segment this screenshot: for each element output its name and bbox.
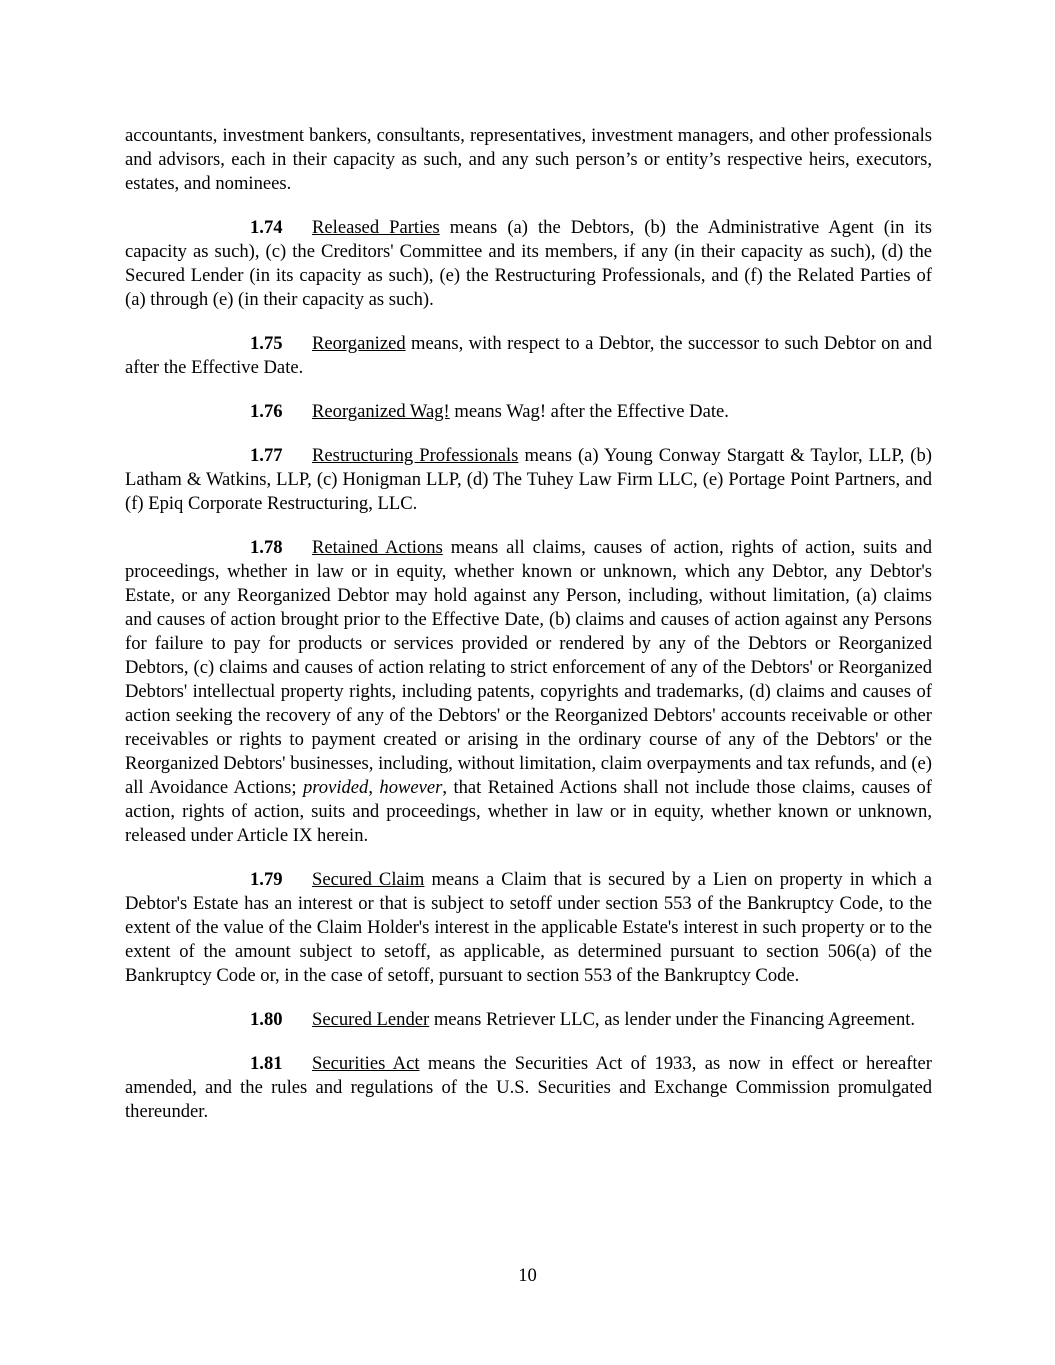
definition-text: means, with respect to a Debtor, the successor to such Debtor on and after the Effective Date. bbox=[125, 333, 932, 378]
defined-term: Securities Act bbox=[312, 1053, 420, 1074]
definition-text: means Retriever LLC, as lender under the Financing Agreement. bbox=[429, 1009, 916, 1030]
section-1-79 bbox=[125, 868, 932, 988]
defined-term: Restructuring Professionals bbox=[312, 445, 519, 466]
defined-term: Reorganized Wag! bbox=[312, 401, 450, 422]
definition-text: means (a) the Debtors, (b) the Administrative Agent (in its capacity as such), (c) the Creditors' Committee and its members, if any (in their capacity as such), (d) the Secured Lender (in its capacity as such), (e) the Restructuring Professionals, and (f) the Related Parties of (a) through (e) (in their capacity as such). bbox=[125, 217, 932, 310]
defined-term: Released Parties bbox=[312, 217, 440, 238]
defined-term: Retained Actions bbox=[312, 537, 443, 558]
section-number: 1.80 bbox=[250, 1009, 283, 1030]
section-1-76 bbox=[125, 400, 932, 424]
section-1-78 bbox=[125, 536, 932, 848]
definition-text: means all claims, causes of action, rights of action, suits and proceedings, whether in law or in equity, whether known or unknown, which any Debtor, any Debtor's Estate, or any Reorganized Debtor may hold against any Person, including, without limitation, (a) claims and causes of action brought prior to the Effective Date, (b) claims and causes of action against any Persons for failure to pay for products or services provided or rendered by any of the Debtors or Reorganized Debtors, (c) claims and causes of action relating to strict enforcement of any of the Debtors' or Reorganized Debtors' intellectual property rights, including patents, copyrights and trademarks, (d) claims and causes of action seeking the recovery of any of the Debtors' or the Reorganized Debtors' accounts receivable or other receivables or rights to payment created or arising in the ordinary course of any of the Debtors' or the Reorganized Debtors' businesses, including, without limitation, claim overpayments and tax refunds, and (e) all Avoidance Actions; bbox=[125, 537, 932, 798]
page-number: 10 bbox=[518, 1265, 537, 1286]
definition-text: means a Claim that is secured by a Lien on property in which a Debtor's Estate has an interest or that is subject to setoff under section 553 of the Bankruptcy Code, to the extent of the value of the Claim Holder's interest in the applicable Estate's interest in such property or to the extent of the amount subject to setoff, as applicable, as determined pursuant to section 506(a) of the Bankruptcy Code or, in the case of setoff, pursuant to section 553 of the Bankruptcy Code. bbox=[125, 869, 932, 986]
section-number: 1.81 bbox=[250, 1053, 283, 1074]
intro-paragraph: accountants, investment bankers, consultants, representatives, investment managers, and other professionals and advisors, each in their capacity as such, and any such person’s or entity’s respective heirs, executors, estates, and nominees. bbox=[125, 125, 932, 194]
definition-text-continued: , that Retained Actions shall not include those claims, causes of action, rights of action, suits and proceedings, whether in law or in equity, whether known or unknown, released under Article IX herein. bbox=[125, 777, 932, 846]
section-number: 1.77 bbox=[250, 445, 283, 466]
section-1-80 bbox=[125, 1008, 932, 1032]
section-1-75 bbox=[125, 332, 932, 380]
section-number: 1.78 bbox=[250, 537, 283, 558]
defined-term: Secured Claim bbox=[312, 869, 425, 890]
section-number: 1.74 bbox=[250, 217, 283, 238]
definition-text: means Wag! after the Effective Date. bbox=[449, 401, 729, 422]
section-1-77 bbox=[125, 444, 932, 516]
separator: , bbox=[368, 777, 380, 798]
document-body bbox=[125, 124, 932, 1144]
definition-text: means (a) Young Conway Stargatt & Taylor, LLP, (b) Latham & Watkins, LLP, (c) Honigman LLP, (d) The Tuhey Law Firm LLC, (e) Portage Point Partners, and (f) Epiq Corporate Restructuring, LLC. bbox=[125, 445, 932, 514]
definition-text: means the Securities Act of 1933, as now in effect or hereafter amended, and the rules and regulations of the U.S. Securities and Exchange Commission promulgated thereunder. bbox=[125, 1053, 933, 1122]
italic-however: however bbox=[379, 777, 443, 798]
section-1-81 bbox=[125, 1052, 932, 1124]
section-number: 1.75 bbox=[250, 333, 283, 354]
section-number: 1.79 bbox=[250, 869, 283, 890]
section-number: 1.76 bbox=[250, 401, 283, 422]
defined-term: Reorganized bbox=[312, 333, 406, 354]
defined-term: Secured Lender bbox=[312, 1009, 430, 1030]
italic-provided: provided bbox=[302, 777, 369, 798]
section-1-74 bbox=[125, 216, 932, 312]
